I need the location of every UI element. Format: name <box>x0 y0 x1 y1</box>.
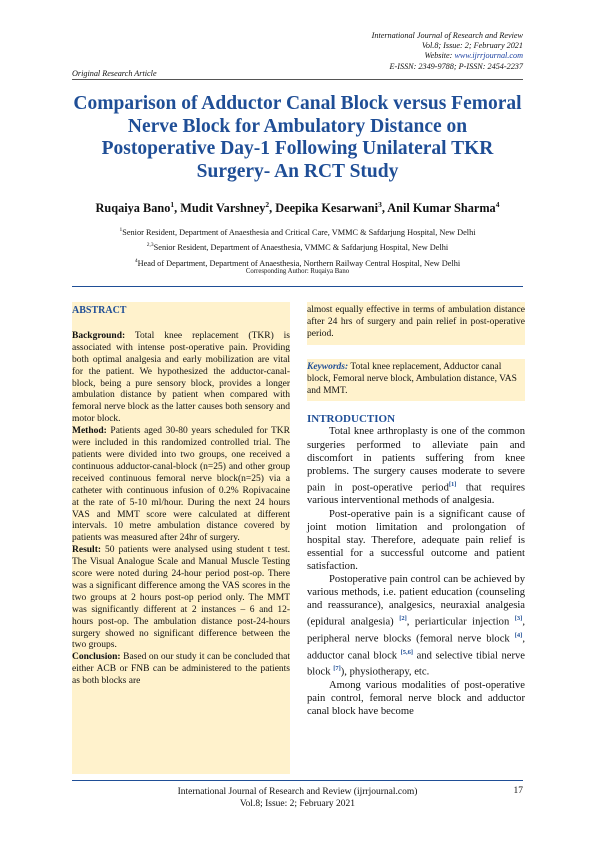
footer-volume: Vol.8; Issue: 2; February 2021 <box>239 799 356 809</box>
author-list: Ruqaiya Bano$^1$, Mudit Varshney$^2$, Deepika Kesarwani$^3$, Anil Kumar Sharma$^4$ <box>95 200 500 216</box>
page-number: 17 <box>513 786 523 796</box>
affiliations <box>72 224 523 270</box>
abstract-conclusion-section: Conclusion: Based on our study it can be concluded that either ACB or FNB can be administered to the patients as both blocks are <box>72 652 290 687</box>
paragraph: Total knee arthroplasty is one of the common surgeries performed to alleviate pain and discomfort in patients suffering from knee problems. The surgery causes moderate to severe pain in post-operative period[1] that requires various interventional methods of analgesia. <box>307 426 525 507</box>
affiliation: $^{2,3}$Senior Resident, Department of Anaesthesia, VMMC & Safdarjung Hospital, New Delhi <box>146 242 449 253</box>
affiliation: $^1$Senior Resident, Department of Anaesthesia and Critical Care, VMMC & Safdarjung Hospital, New Delhi <box>119 227 476 237</box>
page-footer <box>72 786 523 810</box>
right-column <box>307 302 525 718</box>
abstract-result-section: Result: 50 patients were analysed using student t test. The Visual Analogue Scale and Manual Muscle Testing score were noted during 24-hour period post-op. There was a significant difference among the VAS scores in the two groups at 2 hours post-op period only. The MMT was significantly different at 2 instances – 6 and 12-hours post-op. The ambulation distance post-24-hours surgery showed no significant difference between the two groups. <box>72 545 290 651</box>
journal-website: Website: www.ijrrjournal.com <box>424 51 523 61</box>
citation-link[interactable]: [4] <box>514 631 523 639</box>
abstract-heading: ABSTRACT <box>72 305 127 316</box>
journal-issn: E-ISSN: 2349-9788; P-ISSN: 2454-2237 <box>389 61 523 71</box>
citation-link[interactable]: [3] <box>514 615 523 623</box>
journal-header <box>372 31 523 72</box>
citation-link[interactable]: [2] <box>399 615 407 623</box>
abstract-method-section: Method: Patients aged 30-80 years scheduled for TKR were included in this randomized controlled trial. The patients were divided into two groups, one received a continuous adductor-canal-block (n=25) and other group received continuous femoral nerve block(n=25) via a catheter with continuous infusion of 0.2% Ropivacaine at the rate of 5-10 ml/hour. During the next 24 hours VAS and MMT score were calculated at different intervals. 10 metre ambulation distance covered by patients was measured after 24hr of surgery. <box>72 426 290 544</box>
introduction-body <box>307 425 525 718</box>
citation-link[interactable]: [1] <box>448 480 457 488</box>
paragraph: Postoperative pain control can be achieved by various methods, i.e. patient education (counseling and reassurance), analgesics, neuraxial analgesia (epidural analgesia) [2], periarticular injection [3], peripheral nerve blocks (femoral nerve block [4], adductor canal block [5,6] and selective tibial nerve block [7]), physiotherapy, etc. <box>307 574 526 678</box>
header-divider <box>72 79 523 80</box>
author-name: Mudit Varshney <box>180 201 266 216</box>
citation-link[interactable]: [7] <box>333 665 341 673</box>
paper-title: Comparison of Adductor Canal Block versus Femoral Nerve Block for Ambulatory Distance on Postoperative Day-1 Following Unilateral TKR Surgery- An RCT Study <box>73 93 522 182</box>
affiliation: $^4$Head of Department, Department of Anaesthesia, Northern Railway Central Hospital, New Delhi <box>134 257 461 268</box>
article-type: Original Research Article <box>72 69 157 78</box>
author-name: Ruqaiya Bano <box>95 201 171 216</box>
author-name: Anil Kumar Sharma <box>387 201 496 216</box>
abstract <box>72 305 290 688</box>
footer-divider <box>72 780 523 781</box>
section-heading-introduction: INTRODUCTION <box>307 413 396 426</box>
website-link[interactable]: www.ijrrjournal.com <box>454 51 523 61</box>
paragraph: Among various modalities of post-operative pain control, femoral nerve block and adductor canal block have become <box>307 679 525 717</box>
author-name: Deepika Kesarwani <box>275 201 379 216</box>
keywords <box>307 359 525 402</box>
title-divider <box>72 286 523 287</box>
paragraph: Post-operative pain is a significant cause of joint motion limitation and prolongation of hospital stay. Therefore, adequate pain relief is essential for a successful outcome and patient satisfaction. <box>307 508 525 572</box>
footer-journal: International Journal of Research and Review (ijrrjournal.com) <box>177 787 418 797</box>
corresponding-author: Corresponding Author: Ruqaiya Bano <box>245 268 350 275</box>
citation-link[interactable]: [5,6] <box>400 648 414 656</box>
journal-volume: Vol.8; Issue: 2; February 2021 <box>421 41 523 51</box>
abstract-continuation: almost equally effective in terms of ambulation distance after 24 hrs of surgery and pain relief in post-operative period. <box>307 302 525 345</box>
journal-name: International Journal of Research and Review <box>371 31 523 40</box>
keywords-text: Total knee replacement, Adductor canal block, Femoral nerve block, Ambulation distance, VAS and MMT. <box>307 361 517 396</box>
keywords-label: Keywords: <box>307 361 349 372</box>
abstract-background-section: Background: Total knee replacement (TKR) is associated with intense post-operative pain. Providing both optimal analgesia and early mobilization are vital for the patient. We hypothesized the adductor-canal-block, being a pure sensory block, provides a longer ambulation distance by patient when compared with femoral nerve block as the latter causes both sensory and motor block. <box>72 330 290 425</box>
